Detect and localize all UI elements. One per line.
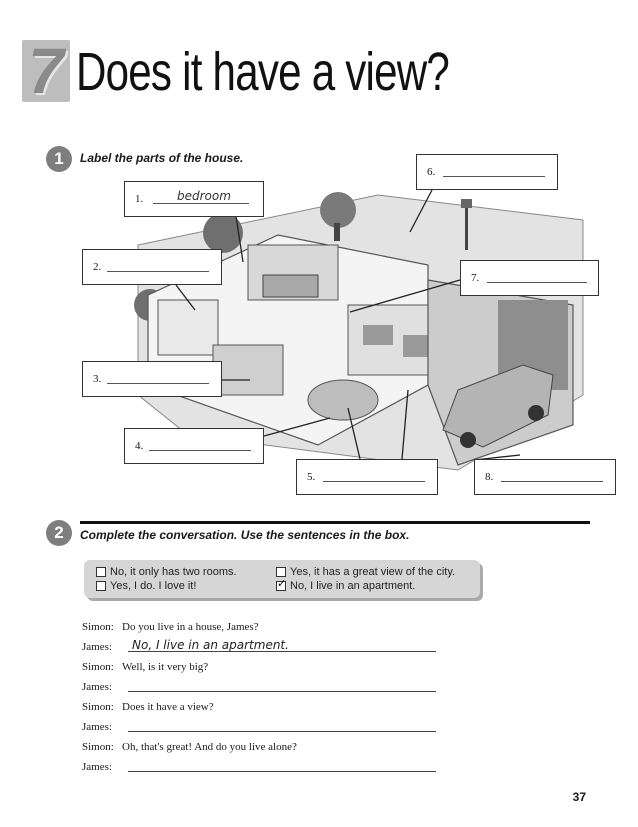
label-number: 3. — [93, 373, 102, 385]
section-divider — [80, 521, 590, 524]
answer-line[interactable] — [153, 203, 249, 204]
answer-line[interactable] — [128, 731, 436, 732]
dialogue-line-4 — [82, 680, 442, 696]
speaker-name: Simon: — [82, 701, 114, 713]
answer-line[interactable] — [323, 481, 425, 482]
dialogue-line-3 — [82, 660, 442, 676]
label-number: 5. — [307, 471, 316, 483]
sentence-option-2[interactable] — [276, 566, 455, 578]
house-label-box-4 — [124, 428, 264, 464]
house-label-box-2 — [82, 249, 222, 285]
option-text: No, I live in an apartment. — [290, 580, 416, 592]
exercise-1-badge: 1 — [46, 146, 72, 172]
exercise-2-instruction: Complete the conversation. Use the sentences in the box. — [80, 528, 410, 542]
label-number: 1. — [135, 193, 144, 205]
handwritten-answer: bedroom — [177, 189, 231, 203]
checkbox[interactable] — [96, 581, 106, 591]
dialogue-line-1 — [82, 620, 442, 636]
speaker-name: James: — [82, 761, 112, 773]
dialogue-text: Well, is it very big? — [122, 661, 209, 673]
house-label-box-6 — [416, 154, 558, 190]
dialogue-line-8 — [82, 760, 442, 776]
house-label-box-8 — [474, 459, 616, 495]
answer-line[interactable] — [443, 176, 545, 177]
dialogue-text: Does it have a view? — [122, 701, 214, 713]
dialogue-text: Oh, that's great! And do you live alone? — [122, 741, 297, 753]
dialogue-line-6 — [82, 720, 442, 736]
answer-line[interactable] — [128, 771, 436, 772]
answer-line[interactable] — [128, 691, 436, 692]
answer-line[interactable] — [107, 271, 209, 272]
checkbox[interactable] — [96, 567, 106, 577]
speaker-name: James: — [82, 721, 112, 733]
sentence-option-4[interactable] — [276, 580, 415, 592]
checkbox[interactable] — [276, 567, 286, 577]
checkbox-checked[interactable] — [276, 581, 286, 591]
speaker-name: Simon: — [82, 741, 114, 753]
exercise-1-instruction: Label the parts of the house. — [80, 151, 244, 165]
label-number: 6. — [427, 166, 436, 178]
house-label-box-7 — [460, 260, 599, 296]
house-label-box-3 — [82, 361, 222, 397]
option-text: Yes, I do. I love it! — [110, 580, 197, 592]
answer-line[interactable] — [149, 450, 251, 451]
page-number: 37 — [572, 790, 586, 804]
label-number: 7. — [471, 272, 480, 284]
page-title: Does it have a view? — [76, 42, 450, 102]
speaker-name: James: — [82, 681, 112, 693]
sentence-option-3[interactable] — [96, 580, 196, 592]
unit-number-badge: 7 — [22, 40, 70, 102]
label-number: 8. — [485, 471, 494, 483]
answer-line[interactable] — [487, 282, 587, 283]
sentence-option-1[interactable] — [96, 566, 237, 578]
speaker-name: James: — [82, 641, 112, 653]
option-text: Yes, it has a great view of the city. — [290, 566, 456, 578]
speaker-name: Simon: — [82, 661, 114, 673]
house-label-box-5 — [296, 459, 438, 495]
dialogue-line-2 — [82, 640, 442, 656]
exercise-2-badge: 2 — [46, 520, 72, 546]
speaker-name: Simon: — [82, 621, 114, 633]
answer-line[interactable] — [501, 481, 603, 482]
dialogue-text: Do you live in a house, James? — [122, 621, 259, 633]
label-number: 2. — [93, 261, 102, 273]
dialogue-line-7 — [82, 740, 442, 756]
label-number: 4. — [135, 440, 144, 452]
answer-line[interactable] — [107, 383, 209, 384]
handwritten-answer: No, I live in an apartment. — [132, 638, 289, 652]
house-label-box-1 — [124, 181, 264, 217]
sentence-box — [84, 560, 480, 598]
option-text: No, it only has two rooms. — [110, 566, 237, 578]
dialogue-line-5 — [82, 700, 442, 716]
